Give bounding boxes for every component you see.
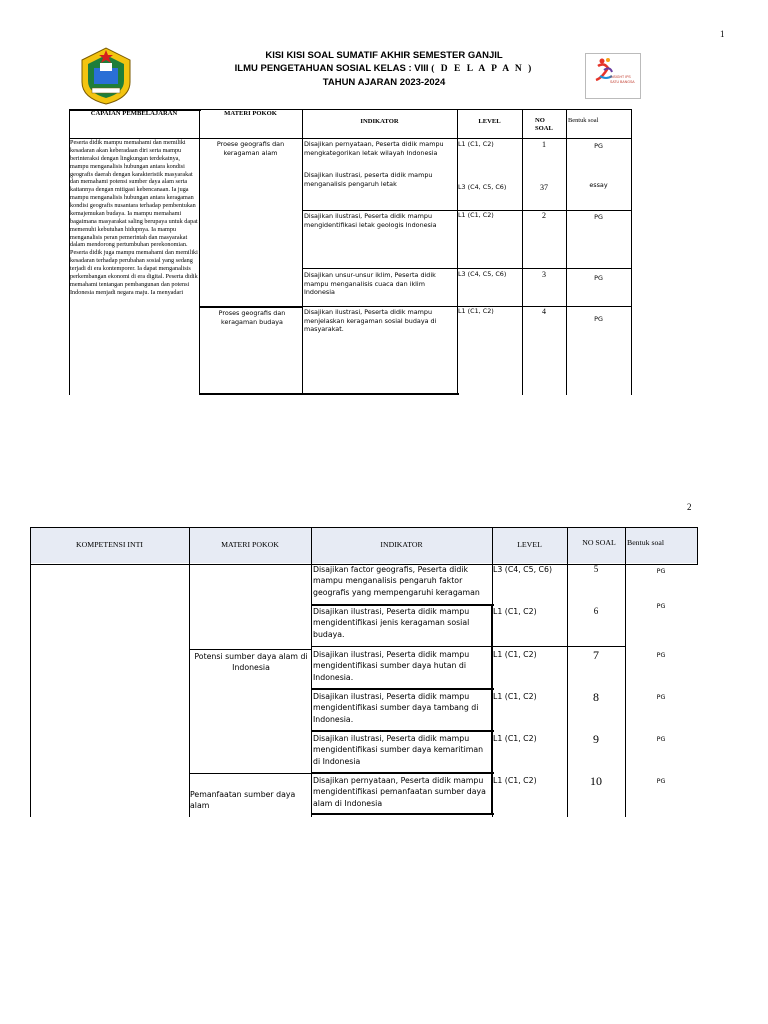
indikator-row-3: Disajikan ilustrasi, Peserta didik mampu mengidentifikasi letak geologis Indonesia <box>304 212 437 229</box>
capaian-pembelajaran-text: Peserta didik mampu memahami dan memiliki kesadaran akan keberadaan diri serta mampu berinteraksi dengan lingkungan terdekatnya, mampu menganalisis hubungan antara kondisi geografis daerah dengan karakteristik masyarakat dan memahami potensi sumber daya alam serta kaitannya dengan mitigasi kebencanaan. Ia juga mampu menganalisis hubungan antara keragaman kondisi geografis nusantara terhadap pembentukan kemajemukan budaya. Ia mampu memahami bagaimana masyarakat saling berupaya untuk dapat memenuhi kebutuhan hidupnya. Ia mampu menganalisis peran pemerintah dan masyarakat dalam mendorong pertumbuhan perekonomian. Peserta didik juga mampu memahami dan memiliki kesadaran terhadap perubahan sosial yang sedang terjadi di era kontemporer. Ia dapat menganalisis perkembangan ekonomi di era digital. Peserta didik memahami tentangan pembangunan dan potensi Indonesia menjadi negara maju. Ia menyadari <box>70 139 198 296</box>
col-bentuk-header: Bentuk soal <box>627 538 665 547</box>
indikator-row-6: Disajikan ilustrasi, Peserta didik mampu mengidentifikasi jenis keragaman sosial budaya. <box>313 607 470 639</box>
col-level-header: LEVEL <box>478 118 501 125</box>
level-row-4: L3 (C4, C5, C6) <box>458 270 507 278</box>
indikator-row-4: Disajikan unsur-unsur iklim, Peserta didik mampu menganalisis cuaca dan iklim Indonesia <box>304 271 436 297</box>
level-row-9: L1 (C1, C2) <box>493 734 537 743</box>
col-indikator-header: INDIKATOR <box>380 540 423 549</box>
bentuk-row-4: PG <box>594 274 603 282</box>
logo-text-1: INSIGHT IPS <box>610 75 631 79</box>
nosoal-row-2: 37 <box>540 183 548 192</box>
bentuk-row-7: PG <box>656 651 666 659</box>
bentuk-row-6: PG <box>656 602 666 610</box>
col-level-header: LEVEL <box>517 540 542 549</box>
indikator-row-8: Disajikan ilustrasi, Peserta didik mampu mengidentifikasi sumber daya tambang di Indonesia. <box>313 692 479 724</box>
nosoal-row-8: 8 <box>593 690 599 704</box>
materi-pemanfaatan-sumber-daya-alam: Pemanfaatan sumber daya alam <box>190 790 296 811</box>
bentuk-row-9: PG <box>656 735 666 743</box>
col-capaian-header: CAPAIAN PEMBELAJARAN <box>90 110 178 117</box>
materi-proses-geografis-budaya: Proses geografis dan keragaman budaya <box>218 309 286 326</box>
nosoal-row-4: 3 <box>542 270 546 279</box>
logo-text-2: SATU BANGSA <box>610 79 635 84</box>
doc-title-line3: TAHUN AJARAN 2023-2024 <box>322 77 446 88</box>
nosoal-row-3: 2 <box>542 211 546 220</box>
level-row-7: L1 (C1, C2) <box>493 650 537 659</box>
indikator-row-1: Disajikan pernyataan, Peserta didik mampu mengkategorikan letak wilayah Indonesia <box>304 140 444 157</box>
doc-title-line2-prefix: ILMU PENGETAHUAN SOSIAL KELAS : VIII <box>234 63 429 74</box>
page-number: 1 <box>720 29 725 39</box>
indikator-row-7: Disajikan ilustrasi, Peserta didik mampu mengidentifikasi sumber daya hutan di Indonesia. <box>313 650 470 682</box>
doc-title-line2-suffix: ( D E L A P A N ) <box>431 64 534 74</box>
indikator-row-9: Disajikan ilustrasi, Peserta didik mampu mengidentifikasi sumber daya kemaritiman di Indonesia <box>313 734 484 766</box>
col-nosoal-header: NO SOAL <box>535 117 553 132</box>
page-number: 2 <box>687 502 692 512</box>
page1-table <box>0 0 768 400</box>
level-row-10: L1 (C1, C2) <box>493 776 537 785</box>
level-row-2: L3 (C4, C5, C6) <box>458 183 507 191</box>
indikator-row-5: Disajikan ilustrasi, Peserta didik mampu menjelaskan keragaman sosial budaya di masyarakat. <box>304 308 437 334</box>
level-row-8: L1 (C1, C2) <box>493 692 537 701</box>
bentuk-row-5: PG <box>656 567 666 575</box>
col-materi-header: MATERI POKOK <box>221 540 279 549</box>
col-materi-header: MATERI POKOK <box>224 110 277 117</box>
nosoal-row-5: 4 <box>542 307 546 316</box>
level-row-5: L3 (C4, C5, C6) <box>493 565 552 574</box>
level-row-1: L1 (C1, C2) <box>458 140 494 148</box>
materi-proses-geografis-alam: Proese geografis dan keragaman alam <box>216 140 285 157</box>
nosoal-row-6: 6 <box>593 606 599 616</box>
level-row-5: L1 (C1, C2) <box>458 307 494 315</box>
nosoal-row-5: 5 <box>593 564 599 574</box>
bentuk-row-10: PG <box>656 777 666 785</box>
bentuk-row-2: essay <box>589 181 608 189</box>
bentuk-row-8: PG <box>656 693 666 701</box>
nosoal-row-10: 10 <box>590 774 602 788</box>
level-row-3: L1 (C1, C2) <box>458 211 494 219</box>
col-nosoal-header: NO SOAL <box>582 538 616 547</box>
materi-potensi-sumber-daya-alam: Potensi sumber daya alam di Indonesia <box>194 652 308 673</box>
nosoal-row-7: 7 <box>593 648 599 662</box>
page2-table <box>0 520 768 820</box>
bentuk-row-1: PG <box>594 142 603 150</box>
bentuk-row-5: PG <box>594 315 603 323</box>
level-row-6: L1 (C1, C2) <box>493 607 537 616</box>
bentuk-row-3: PG <box>594 213 603 221</box>
col-kompetensi-header: KOMPETENSI INTI <box>76 540 143 549</box>
indikator-row-5: Disajikan factor geografis, Peserta didik mampu menganalisis pengaruh faktor geografis yang mempengaruhi keragaman <box>313 565 480 597</box>
col-indikator-header: INDIKATOR <box>360 118 399 125</box>
nosoal-row-9: 9 <box>593 732 599 746</box>
indikator-row-10: Disajikan pernyataan, Peserta didik mampu mengidentifikasi pemanfaatan sumber daya alam di Indonesia <box>313 776 486 808</box>
nosoal-row-1: 1 <box>542 140 546 149</box>
col-bentuk-header: Bentuk soal <box>568 117 599 124</box>
indikator-row-2: Disajikan ilustrasi, peserta didik mampu menganalisis pengaruh letak <box>304 171 433 188</box>
doc-title-line1: KISI KISI SOAL SUMATIF AKHIR SEMESTER GANJIL <box>265 50 503 61</box>
